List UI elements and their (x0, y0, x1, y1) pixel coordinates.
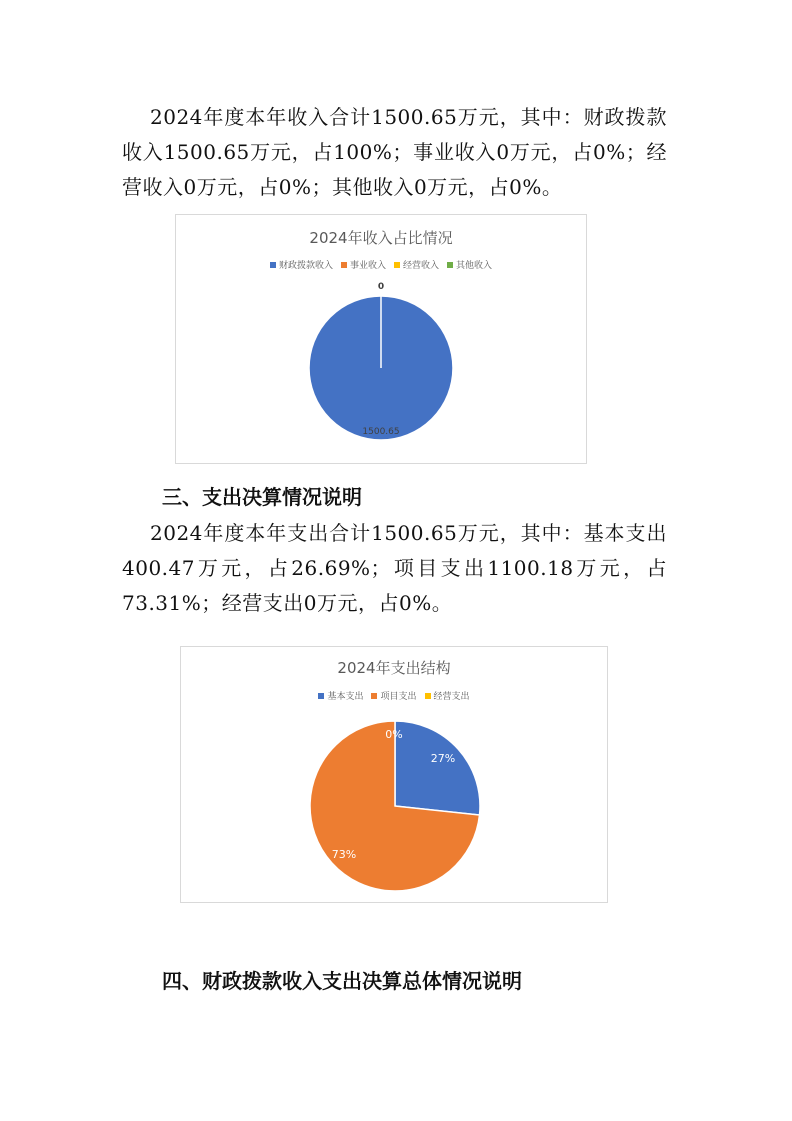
legend-label: 其他收入 (456, 261, 493, 271)
legend-label: 项目支出 (380, 692, 417, 702)
pie-data-label: 1500.65 (362, 427, 400, 437)
income-pie-svg (176, 215, 586, 463)
section4-heading: 四、财政拨款收入支出决算总体情况说明 (162, 969, 522, 993)
pie-data-label: 0 (377, 282, 385, 292)
income-pie-chart (175, 214, 587, 464)
income-paragraph (122, 100, 667, 205)
legend-label: 财政拨款收入 (278, 261, 333, 271)
legend-label: 经营支出 (433, 692, 470, 702)
legend-label: 基本支出 (327, 692, 364, 702)
expense-paragraph (122, 516, 667, 621)
expense-chart-title: 2024年支出结构 (337, 659, 451, 677)
expense-pie-chart (180, 646, 608, 903)
pie-data-label: 27% (430, 752, 456, 765)
expense-paragraph-text: 2024年度本年支出合计1500.65万元，其中：基本支出400.47万元，占26.69%；项目支出1100.18万元，占73.31%；经营支出0万元，占0%。 (122, 521, 667, 615)
expense-section-heading: 三、支出决算情况说明 (162, 485, 362, 509)
income-paragraph-text: 2024年度本年收入合计1500.65万元，其中：财政拨款收入1500.65万元，占100%；事业收入0万元，占0%；经营收入0万元，占0%；其他收入0万元，占0%。 (122, 105, 667, 199)
legend-label: 经营收入 (403, 261, 440, 271)
pie-data-label: 73% (331, 848, 357, 861)
pie-data-label: 0% (385, 728, 403, 741)
legend-label: 事业收入 (349, 261, 386, 271)
pie-slice-1 (395, 721, 480, 815)
expense-pie-svg (181, 647, 607, 902)
income-chart-title: 2024年收入占比情况 (309, 229, 453, 247)
